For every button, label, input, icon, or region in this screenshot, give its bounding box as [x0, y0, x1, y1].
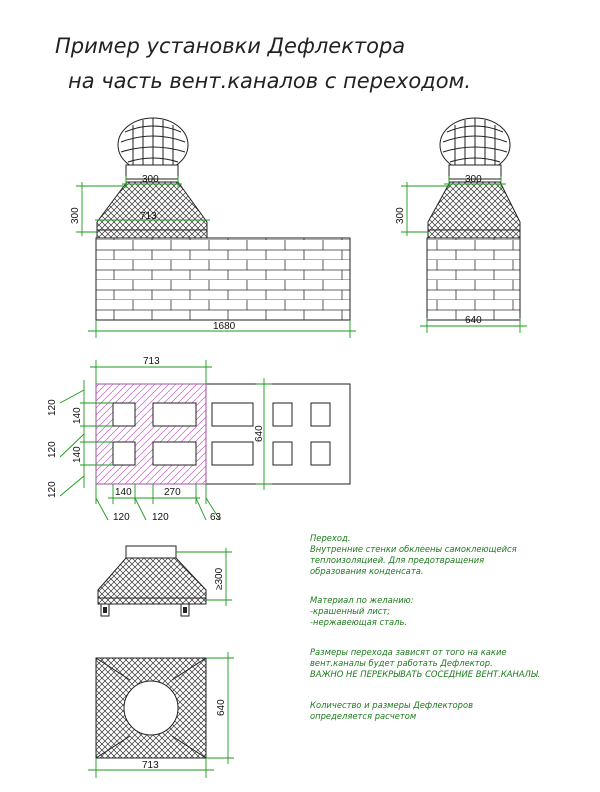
plan-bottom-dim-4: 120 [152, 512, 169, 523]
note-line-6: -крашенный лист; [310, 606, 391, 616]
note-line-13: Количество и размеры Дефлекторов [310, 700, 474, 710]
transition-dim-height: ≥300 [214, 567, 225, 590]
note-line-10: вент.каналы будет работать Дефлектор. [310, 658, 493, 668]
front-dim-inner: 713 [140, 211, 157, 222]
top-view [88, 652, 234, 778]
brick-chimney-side [427, 238, 520, 320]
side-view [395, 118, 527, 333]
plan-left-dim-3: 120 [47, 441, 58, 458]
turbine-deflector-icon [118, 118, 188, 179]
note-line-1: Внутренние стенки обклеены самоклеющейся [310, 544, 517, 554]
title-line-1: Пример установки Дефлектора [55, 34, 406, 58]
plan-view [47, 356, 350, 523]
notes-block [310, 533, 540, 721]
note-line-14: определяется расчетом [310, 711, 417, 721]
plan-bottom-dim-1: 140 [115, 487, 132, 498]
transition-hood [97, 182, 207, 230]
brick-chimney-front [96, 238, 350, 320]
plan-dim-height: 640 [254, 425, 265, 442]
note-line-5: Материал по желанию: [310, 595, 414, 605]
front-view [70, 118, 356, 338]
plan-left-dim-2: 140 [72, 407, 83, 424]
note-line-7: -нержавеющая сталь. [310, 617, 408, 627]
plan-left-dim-4: 140 [72, 446, 83, 463]
side-dim-height: 300 [395, 207, 406, 224]
front-dim-width: 1680 [213, 321, 236, 332]
plan-left-dim-5: 120 [47, 481, 58, 498]
plan-dim-width: 713 [143, 356, 160, 367]
plan-bottom-dim-2: 270 [164, 487, 181, 498]
top-dim-height: 640 [216, 699, 227, 716]
note-line-2: теплоизоляцией. Для предотвращения [310, 555, 485, 565]
front-dim-top: 300 [142, 174, 159, 185]
top-dim-width: 713 [142, 760, 159, 771]
transition-view [98, 546, 232, 616]
side-dim-width: 640 [465, 315, 482, 326]
plan-left-dim-1: 120 [47, 399, 58, 416]
side-dim-top: 300 [465, 174, 482, 185]
title-line-2: на часть вент.каналов с переходом. [68, 69, 472, 93]
front-dim-height: 300 [70, 207, 81, 224]
plan-bottom-dim-3: 120 [113, 512, 130, 523]
turbine-deflector-side-icon [440, 118, 510, 179]
note-line-0: Переход. [310, 533, 351, 543]
plan-bottom-dim-5: 63 [210, 512, 222, 523]
note-line-11: ВАЖНО НЕ ПЕРЕКРЫВАТЬ СОСЕДНИЕ ВЕНТ.КАНАЛЫ. [310, 669, 541, 679]
note-line-9: Размеры перехода зависят от того на какие [310, 647, 507, 657]
note-line-3: образования конденсата. [310, 566, 424, 576]
